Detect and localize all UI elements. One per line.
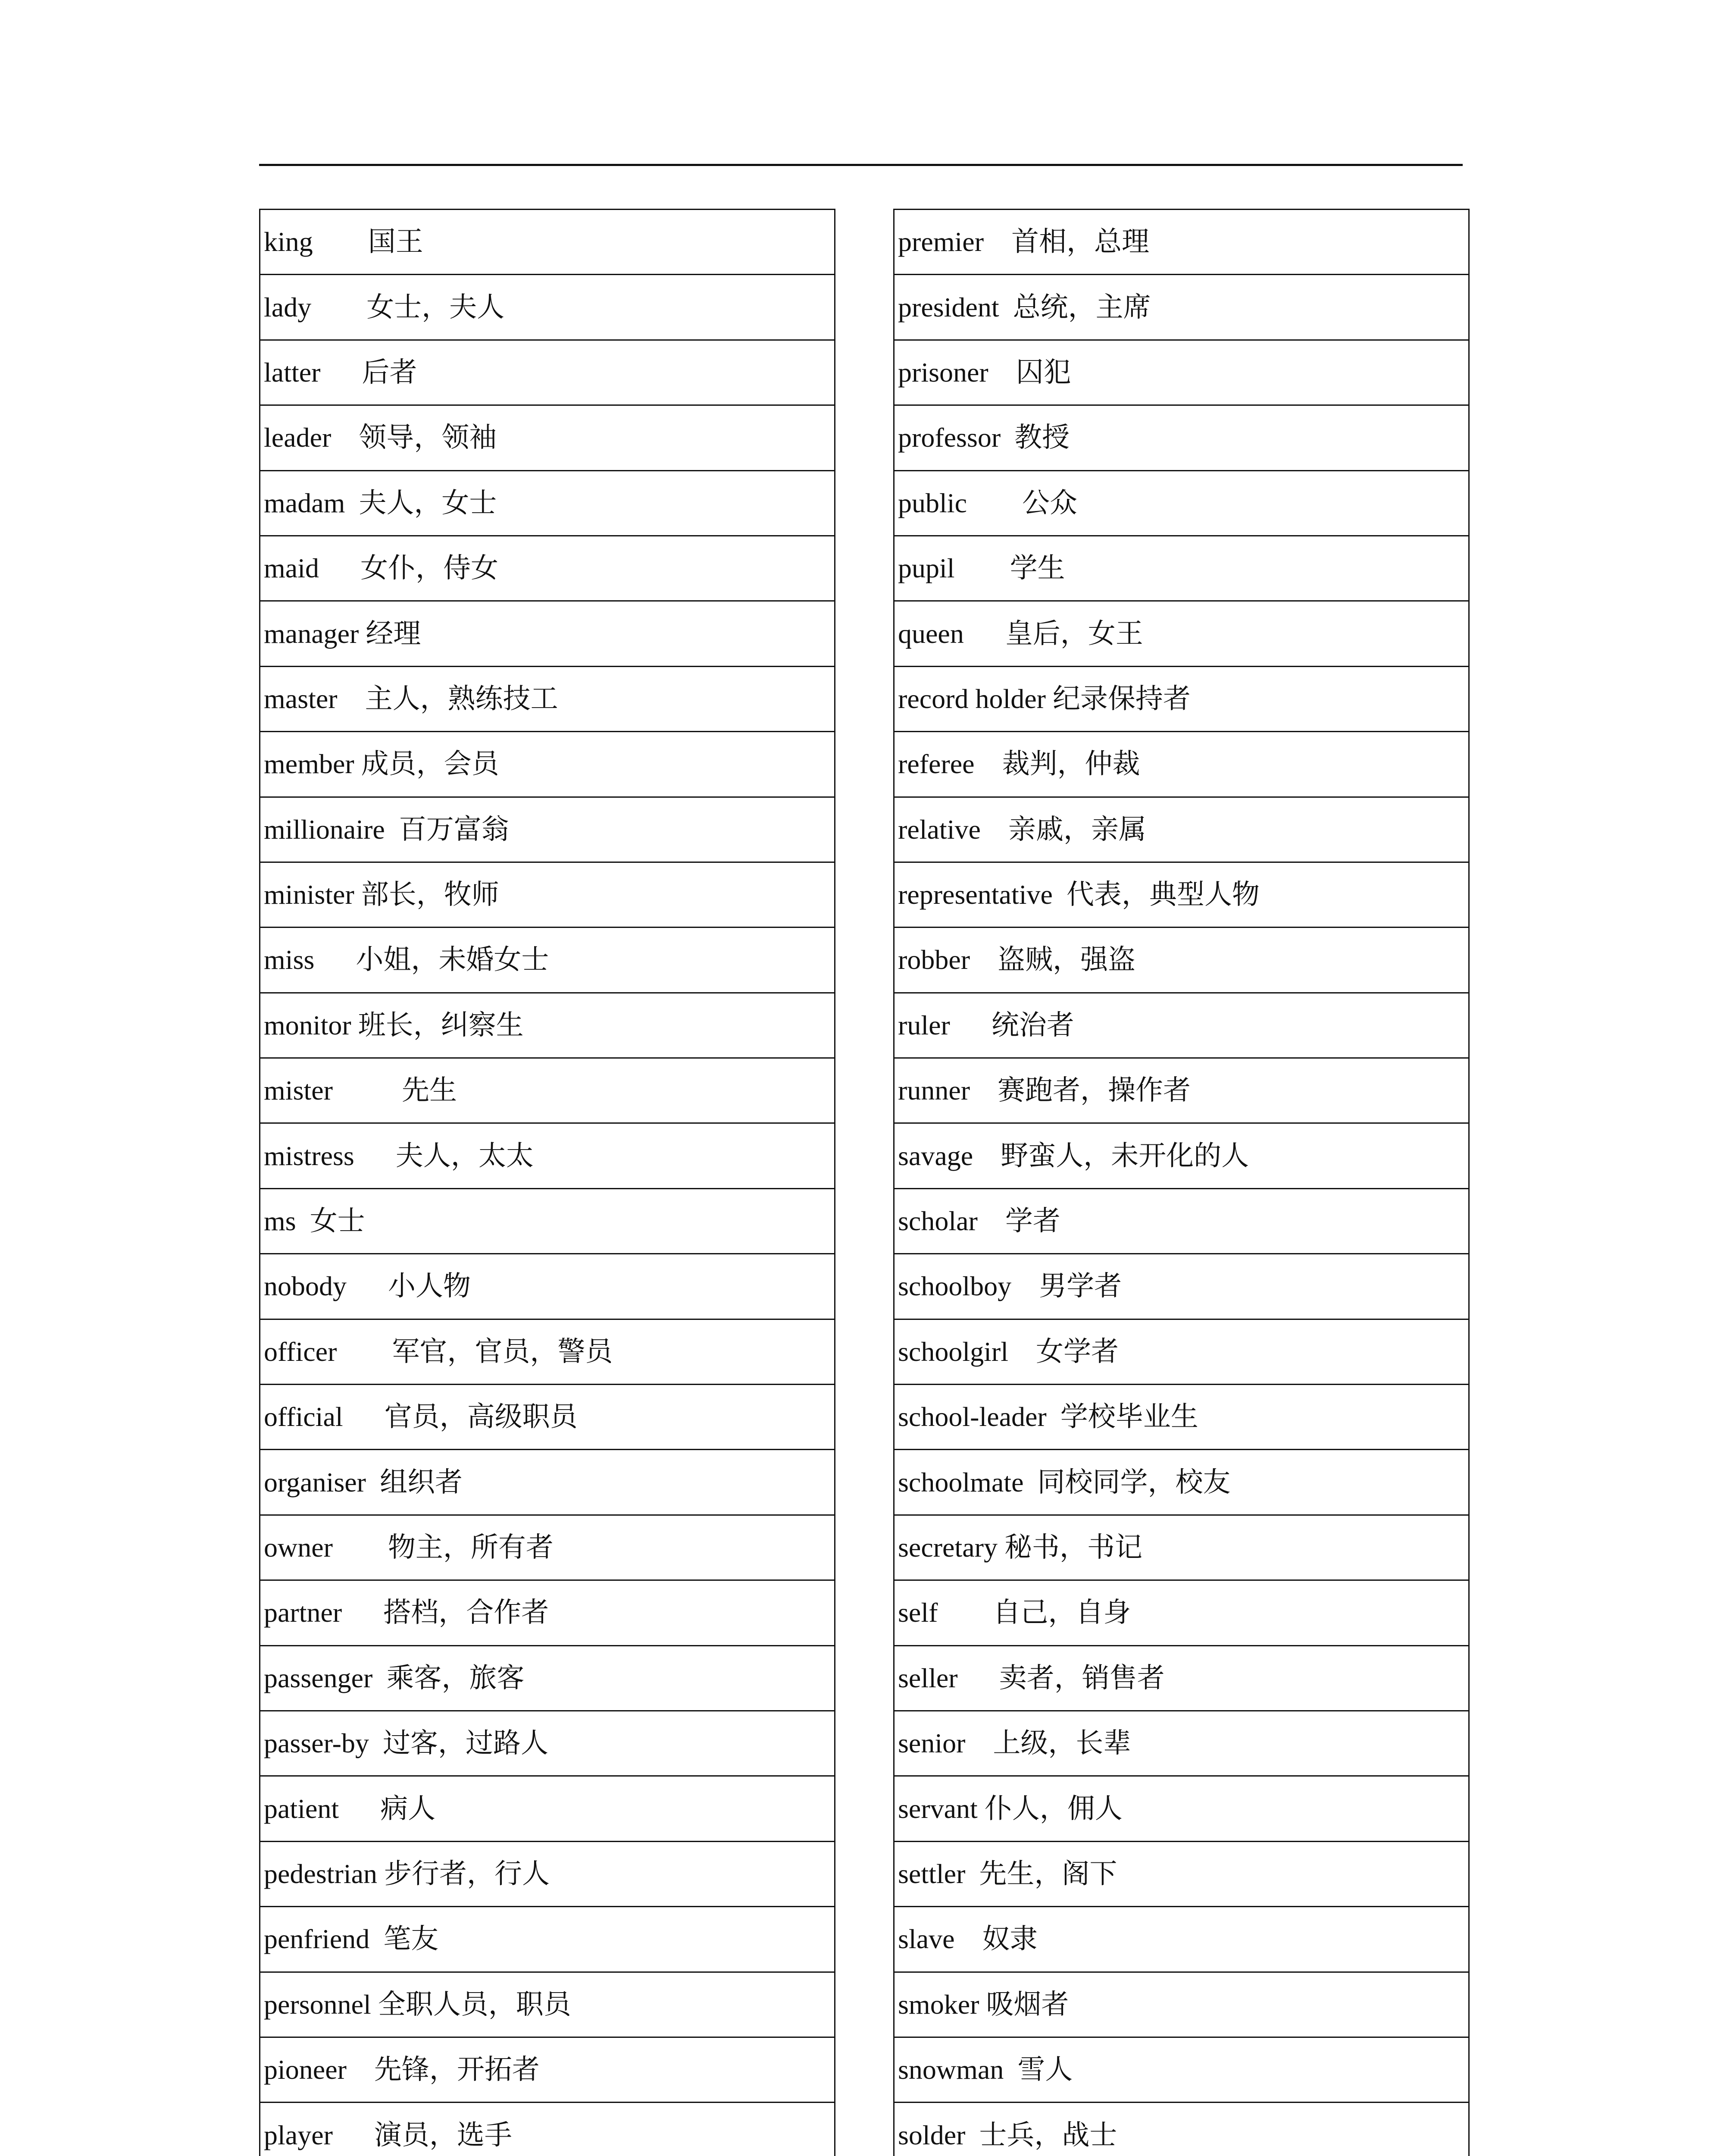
- vocab-entry: senior 上级，长辈: [894, 1711, 1469, 1776]
- vocab-entry: latter 后者: [260, 340, 835, 405]
- vocab-entry: ruler 统治者: [894, 993, 1469, 1058]
- vocab-row: [894, 405, 1469, 470]
- vocab-row: [894, 1972, 1469, 2037]
- vocab-table-right-body: [894, 210, 1469, 2156]
- vocab-entry: miss 小姐，未婚女士: [260, 928, 835, 993]
- vocab-row: [260, 1058, 835, 1123]
- vocab-entry: patient 病人: [260, 1776, 835, 1841]
- vocab-entry: passer-by 过客，过路人: [260, 1711, 835, 1776]
- vocab-row: [260, 797, 835, 862]
- vocab-entry: officer 军官，官员，警员: [260, 1319, 835, 1384]
- vocab-row: [260, 862, 835, 927]
- vocab-row: [260, 405, 835, 470]
- header-rule: [259, 164, 1463, 166]
- vocab-entry: mister 先生: [260, 1058, 835, 1123]
- vocab-entry: queen 皇后，女王: [894, 601, 1469, 666]
- vocab-row: [260, 1254, 835, 1319]
- vocab-row: [894, 862, 1469, 927]
- vocab-entry: snowman 雪人: [894, 2037, 1469, 2102]
- vocab-row: [260, 1972, 835, 2037]
- vocab-entry: master 主人，熟练技工: [260, 666, 835, 731]
- vocab-row: [894, 732, 1469, 797]
- vocab-row: [894, 1645, 1469, 1711]
- vocab-row: [260, 1123, 835, 1188]
- vocab-entry: robber 盗贼，强盗: [894, 928, 1469, 993]
- vocab-entry: leader 领导，领袖: [260, 405, 835, 470]
- vocab-row: [894, 1776, 1469, 1841]
- vocab-entry: millionaire 百万富翁: [260, 797, 835, 862]
- vocab-entry: public 公众: [894, 470, 1469, 536]
- vocab-entry: scholar 学者: [894, 1188, 1469, 1253]
- vocab-row: [894, 928, 1469, 993]
- vocab-row: [260, 470, 835, 536]
- vocab-row: [260, 1385, 835, 1450]
- vocab-row: [260, 275, 835, 340]
- vocab-entry: pioneer 先锋，开拓者: [260, 2037, 835, 2102]
- vocab-entry: self 自己，自身: [894, 1580, 1469, 1645]
- vocab-row: [894, 1188, 1469, 1253]
- vocab-entry: mistress 夫人，太太: [260, 1123, 835, 1188]
- vocab-row: [894, 1515, 1469, 1580]
- vocab-row: [260, 210, 835, 275]
- vocab-row: [260, 1907, 835, 1972]
- vocab-entry: smoker 吸烟者: [894, 1972, 1469, 2037]
- vocab-row: [260, 2103, 835, 2156]
- vocab-row: [260, 1580, 835, 1645]
- vocab-entry: solder 士兵，战士: [894, 2103, 1469, 2156]
- vocab-entry: representative 代表，典型人物: [894, 862, 1469, 927]
- vocab-entry: record holder 纪录保持者: [894, 666, 1469, 731]
- vocab-entry: penfriend 笔友: [260, 1907, 835, 1972]
- vocab-row: [894, 1319, 1469, 1384]
- vocab-table-left-body: [260, 210, 835, 2156]
- vocab-entry: relative 亲戚，亲属: [894, 797, 1469, 862]
- vocab-entry: nobody 小人物: [260, 1254, 835, 1319]
- vocab-entry: secretary 秘书，书记: [894, 1515, 1469, 1580]
- vocab-row: [260, 1515, 835, 1580]
- vocab-entry: prisoner 囚犯: [894, 340, 1469, 405]
- vocab-entry: school-leader 学校毕业生: [894, 1385, 1469, 1450]
- vocab-row: [260, 1776, 835, 1841]
- vocab-entry: settler 先生，阁下: [894, 1841, 1469, 1906]
- vocab-row: [260, 1645, 835, 1711]
- vocab-entry: owner 物主，所有者: [260, 1515, 835, 1580]
- vocab-row: [894, 666, 1469, 731]
- vocab-row: [894, 993, 1469, 1058]
- vocab-row: [260, 1319, 835, 1384]
- vocab-entry: maid 女仆，侍女: [260, 536, 835, 601]
- vocab-row: [260, 601, 835, 666]
- vocab-row: [894, 2103, 1469, 2156]
- vocab-row: [260, 732, 835, 797]
- vocab-row: [894, 340, 1469, 405]
- vocab-row: [260, 993, 835, 1058]
- vocab-entry: professor 教授: [894, 405, 1469, 470]
- vocab-entry: king 国王: [260, 210, 835, 275]
- vocab-row: [260, 1711, 835, 1776]
- vocab-row: [894, 797, 1469, 862]
- vocab-row: [260, 928, 835, 993]
- vocab-entry: partner 搭档，合作者: [260, 1580, 835, 1645]
- vocab-entry: seller 卖者，销售者: [894, 1645, 1469, 1711]
- vocab-row: [894, 1450, 1469, 1515]
- vocab-entry: player 演员，选手: [260, 2103, 835, 2156]
- vocab-entry: servant 仆人，佣人: [894, 1776, 1469, 1841]
- vocab-entry: schoolgirl 女学者: [894, 1319, 1469, 1384]
- vocab-row: [894, 1580, 1469, 1645]
- vocab-entry: ms 女士: [260, 1188, 835, 1253]
- vocab-row: [260, 1450, 835, 1515]
- vocab-row: [894, 1254, 1469, 1319]
- vocab-row: [894, 210, 1469, 275]
- vocab-entry: schoolboy 男学者: [894, 1254, 1469, 1319]
- vocab-entry: manager 经理: [260, 601, 835, 666]
- vocab-entry: schoolmate 同校同学，校友: [894, 1450, 1469, 1515]
- vocab-row: [894, 1385, 1469, 1450]
- vocab-table-left: [259, 209, 835, 2156]
- vocab-row: [260, 2037, 835, 2102]
- vocab-row: [894, 536, 1469, 601]
- vocab-table-right: [893, 209, 1470, 2156]
- vocab-row: [260, 1188, 835, 1253]
- vocab-entry: referee 裁判，仲裁: [894, 732, 1469, 797]
- vocab-row: [894, 1058, 1469, 1123]
- vocab-row: [894, 1841, 1469, 1906]
- vocab-row: [894, 470, 1469, 536]
- vocab-entry: slave 奴隶: [894, 1907, 1469, 1972]
- vocab-row: [894, 1907, 1469, 1972]
- vocab-entry: premier 首相，总理: [894, 210, 1469, 275]
- vocab-row: [894, 1123, 1469, 1188]
- vocab-entry: official 官员，高级职员: [260, 1385, 835, 1450]
- vocab-row: [260, 1841, 835, 1906]
- vocab-entry: personnel 全职人员，职员: [260, 1972, 835, 2037]
- vocab-entry: lady 女士，夫人: [260, 275, 835, 340]
- vocab-row: [260, 536, 835, 601]
- vocab-row: [894, 2037, 1469, 2102]
- vocab-entry: president 总统，主席: [894, 275, 1469, 340]
- vocab-row: [894, 601, 1469, 666]
- vocab-entry: runner 赛跑者，操作者: [894, 1058, 1469, 1123]
- vocab-entry: pupil 学生: [894, 536, 1469, 601]
- vocab-entry: member 成员，会员: [260, 732, 835, 797]
- vocab-entry: organiser 组织者: [260, 1450, 835, 1515]
- vocab-row: [260, 666, 835, 731]
- vocab-entry: savage 野蛮人，未开化的人: [894, 1123, 1469, 1188]
- vocab-row: [260, 340, 835, 405]
- vocab-entry: madam 夫人，女士: [260, 470, 835, 536]
- vocab-entry: monitor 班长，纠察生: [260, 993, 835, 1058]
- vocab-entry: passenger 乘客，旅客: [260, 1645, 835, 1711]
- vocab-entry: minister 部长，牧师: [260, 862, 835, 927]
- vocab-row: [894, 275, 1469, 340]
- vocab-row: [894, 1711, 1469, 1776]
- vocab-entry: pedestrian 步行者，行人: [260, 1841, 835, 1906]
